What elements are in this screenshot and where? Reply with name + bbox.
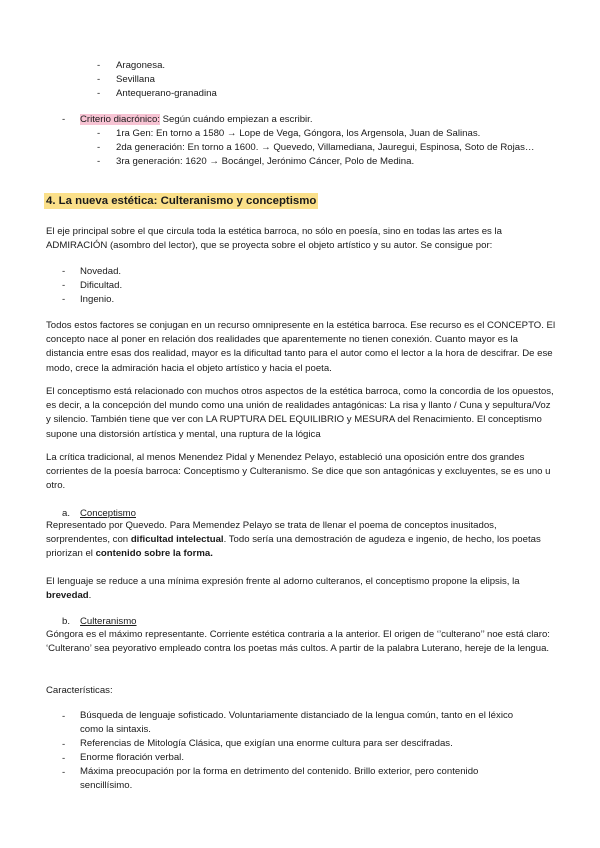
bold-phrase: contenido sobre la forma. [95,548,213,560]
list-dash: - [62,266,66,277]
list-dash: - [62,767,66,778]
list-item: Dificultad. [80,280,123,291]
conceptismo-text: . Todo sería una demostración de agudeza e ingenio, de hecho, los poetas priorizan el [46,534,541,560]
features-label: Características: [46,685,113,696]
lenguaje-text: . [88,590,92,602]
culteranismo-title: Culteranismo [80,616,137,627]
feature-item: Máxima preocupación por la forma en detrimento del contenido. Brillo exterior, pero contenido sencillísimo. [80,766,479,792]
criterio-label: Criterio diacrónico: [80,114,160,125]
conceptismo-text: Representado por Quevedo. Para Memendez Pelayo se trata de llenar el poema de conceptos inusitados, sorprendentes, con [46,520,497,546]
list-dash: - [97,74,101,85]
list-dash: - [62,711,66,722]
section-heading: 4. La nueva estética: Culteranismo y conceptismo [46,195,317,207]
sublist-marker: b. [62,616,71,627]
list-dash: - [97,88,101,99]
list-dash: - [97,156,101,167]
list-item: Sevillana [116,74,155,85]
feature-item: Referencias de Mitología Clásica, que exigían una enorme cultura para ser descifradas. [80,738,453,749]
critica-paragraph: La crítica tradicional, al menos Menendez Pidal y Menendez Pelayo, estableció una oposición entre dos grandes corrientes de la poesía barroca: Conceptismo y Culteranismo. Se dice que son antagónicas y excluyentes, se es uno u otro. [46,452,551,492]
intro-paragraph: El eje principal sobre el que circula toda la estética barroca, no sólo en poesía, sino en todas las artes es la ADMIRACIÓN (asombro del lector), que se proyecta sobre el objeto artístico y su autor. Se consigue por: [46,226,502,252]
list-dash: - [62,753,66,764]
feature-item: Enorme floración verbal. [80,752,184,763]
conceptismo-paragraph [46,519,556,562]
list-item: Ingenio. [80,294,115,305]
list-item: Aragonesa. [116,60,166,71]
conceptismo-title: Conceptismo [80,508,136,519]
relacion-paragraph: El conceptismo está relacionado con muchos otros aspectos de la estética barroca, como la concordia de los opuestos, es decir, a la concepción del mundo como una unión de realidades antagónicas: La risa y llanto / Cuna y sepultura/Voz y silencio. También tiene que ver con LA RUPTURA DEL EQUILIBRIO y MESURA del Renacimiento. El conceptismo supone una distorsión artística y mental, una ruptura de la lógica [46,386,554,440]
bold-phrase: dificultad intelectual [130,534,224,546]
list-dash: - [97,128,101,139]
list-dash: - [62,114,66,125]
bold-phrase: brevedad [46,590,89,602]
feature-item: Búsqueda de lenguaje sofisticado. Voluntariamente distanciado de la lengua común, tanto en el léxico como la sintaxis. [80,710,514,736]
list-dash: - [62,294,66,305]
criterio-text: Según cuándo empiezan a escribir. [159,114,313,125]
generation-item: 2da generación: En torno a 1600. → Quevedo, Villamediana, Jauregui, Espinosa, Soto de Rojas… [116,142,535,153]
culteranismo-paragraph: Góngora es el máximo representante. Corriente estética contraria a la anterior. El origen de ‘’culterano’’ noe está claro: ‘Culterano’ sea peyorativo empleado contra los poetas más cultos. A partir de la palabra Luterano, hereje de la lengua. [46,629,550,655]
list-dash: - [62,280,66,291]
sublist-marker: a. [62,508,71,519]
generation-item: 3ra generación: 1620 → Bocángel, Jerónimo Cáncer, Polo de Medina. [116,156,415,167]
lenguaje-text: El lenguaje se reduce a una mínima expresión frente al adorno culteranos, el conceptismo propone la elipsis, la [46,576,520,587]
lenguaje-paragraph [46,575,556,603]
list-dash: - [97,142,101,153]
list-item: Antequerano-granadina [116,88,217,99]
list-item: Novedad. [80,266,122,277]
concepto-paragraph: Todos estos factores se conjugan en un recurso omnipresente en la estética barroca. Ese recurso es el CONCEPTO. El concepto nace al poner en relación dos realidades que aparentemente no tienen conexión. Cuanto mayor es la distancia entre esas dos realidad, mayor es la dificultad tanto para el autor como el lector a la hora de descifrar. De ese modo, crece la admiración hacia el objeto artístico y hacia el poeta. [46,320,556,374]
list-dash: - [62,739,66,750]
list-dash: - [97,60,101,71]
criterio-line [80,113,313,126]
generation-item: 1ra Gen: En torno a 1580 → Lope de Vega, Góngora, los Argensola, Juan de Salinas. [116,128,481,139]
